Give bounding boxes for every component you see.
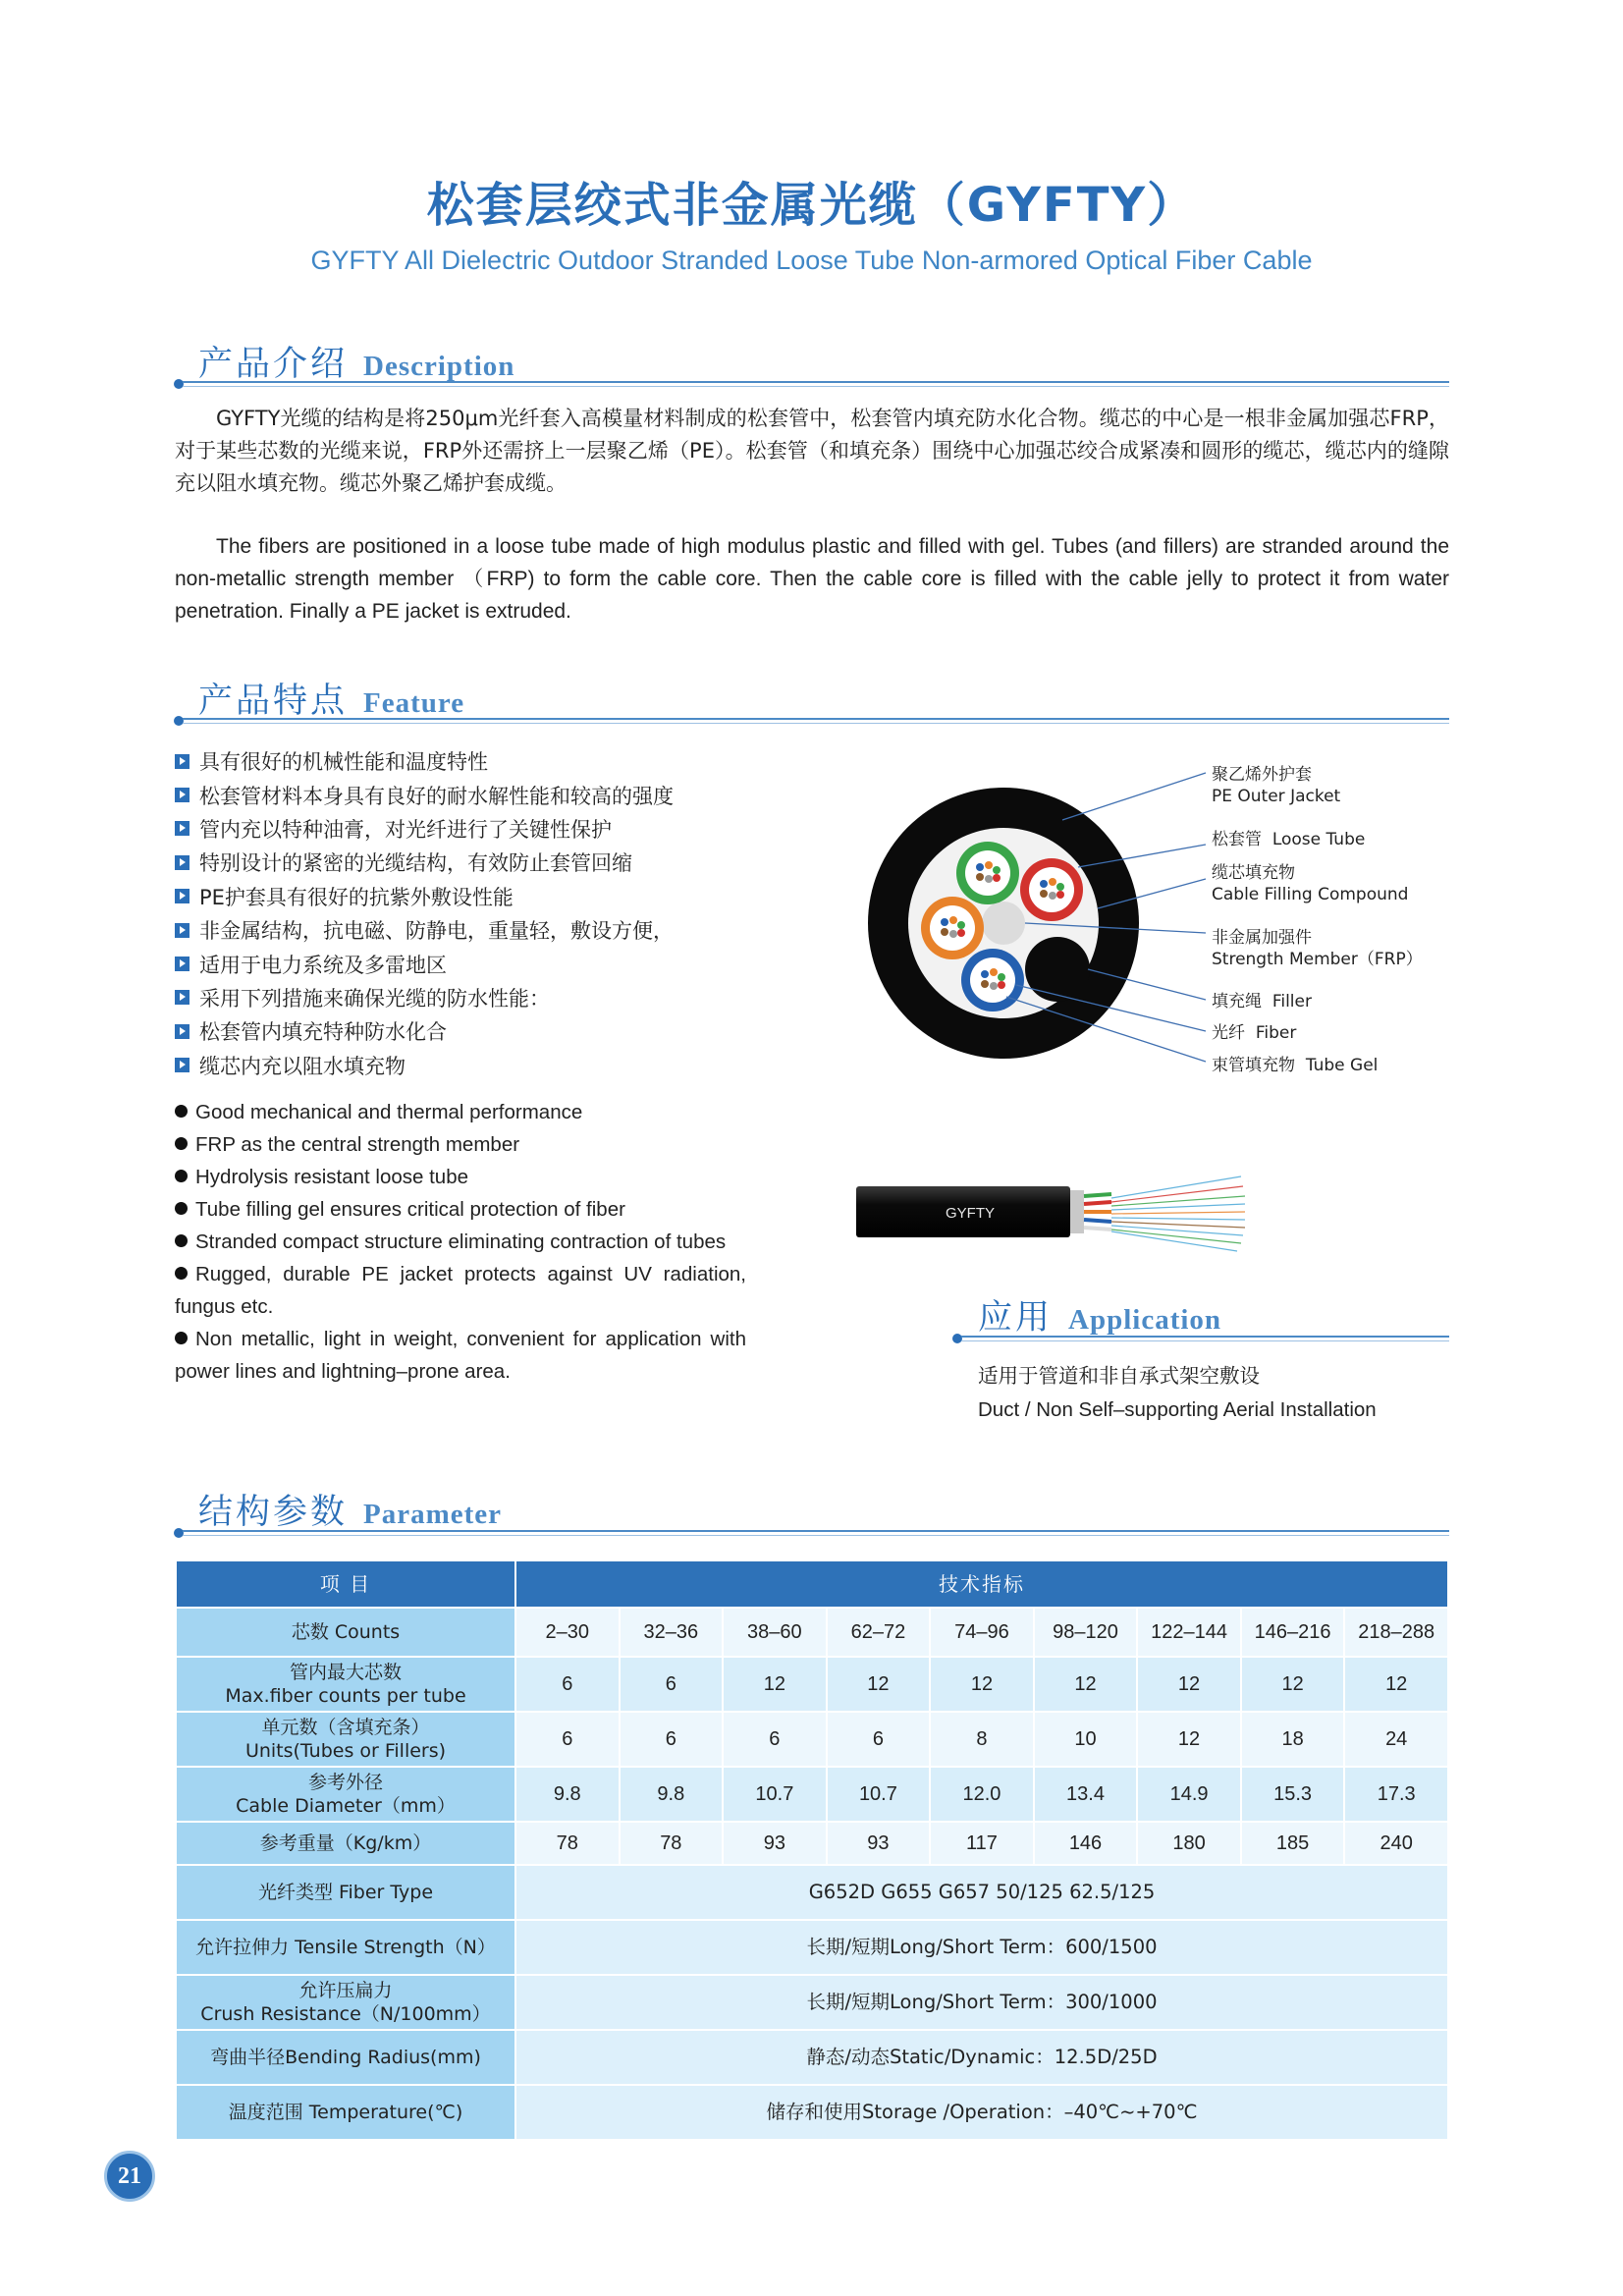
feature-heading (198, 674, 464, 723)
table-cell: 38–60 (723, 1608, 827, 1657)
header-item: 项 目 (176, 1560, 515, 1608)
feature-item: 具有很好的机械性能和温度特性 (175, 744, 674, 778)
feature-item-en: Hydrolysis resistant loose tube (175, 1161, 746, 1193)
parameter-table (175, 1559, 1449, 2141)
table-cell: 18 (1241, 1712, 1345, 1767)
table-cell: 6 (515, 1657, 620, 1712)
table-cell: 12 (1034, 1657, 1138, 1712)
parameter-heading-cn: 结构参数 (198, 1493, 349, 1532)
feature-item-en: Good mechanical and thermal performance (175, 1096, 746, 1128)
label-filling-compound: 缆芯填充物 Cable Filling Compound (1212, 863, 1409, 904)
table-row (176, 1608, 1448, 1657)
table-row (176, 2085, 1448, 2140)
filler-shape (1025, 937, 1090, 1002)
page-title: 松套层绞式非金属光缆（GYFTY） (426, 178, 1197, 233)
bullet-dot-icon (175, 1170, 188, 1182)
table-row (176, 1865, 1448, 1920)
parameter-heading-en: Parameter (363, 1499, 503, 1530)
section-divider (183, 381, 1449, 387)
arrow-bullet-icon (175, 1058, 189, 1072)
table-cell: 78 (515, 1822, 620, 1865)
feature-item-en: Stranded compact structure eliminating contraction of tubes (175, 1226, 746, 1258)
table-cell: 17.3 (1344, 1767, 1448, 1822)
application-text-en: Duct / Non Self–supporting Aerial Installation (978, 1398, 1377, 1421)
application-heading (978, 1290, 1221, 1339)
application-heading-en: Application (1068, 1304, 1222, 1336)
table-cell: 74–96 (930, 1608, 1034, 1657)
feature-item: 特别设计的紧密的光缆结构，有效防止套管回缩 (175, 846, 674, 879)
bullet-dot-icon (175, 1202, 188, 1215)
bullet-dot-icon (175, 1267, 188, 1280)
table-cell: 32–36 (620, 1608, 724, 1657)
table-cell-span: 长期/短期Long/Short Term：600/1500 (515, 1920, 1448, 1975)
description-text-en: The fibers are positioned in a loose tube made of high modulus plastic and filled with gel. Tubes (and fillers) are stranded around the non-metallic strength member （FRP) to form the cable core. Then the cable core is filled with the cable jelly to protect it from water penetration. Finally a PE jacket is extruded. (175, 535, 1449, 623)
parameter-heading (198, 1485, 502, 1534)
table-row (176, 1975, 1448, 2030)
table-cell: 12 (1137, 1657, 1241, 1712)
table-cell: 8 (930, 1712, 1034, 1767)
label-filler: 填充绳 Filler (1212, 992, 1312, 1011)
table-row (176, 1767, 1448, 1822)
table-cell: 10.7 (827, 1767, 931, 1822)
header-spec: 技术指标 (515, 1560, 1448, 1608)
row-label: 弯曲半径Bending Radius(mm) (176, 2030, 515, 2085)
arrow-bullet-icon (175, 855, 189, 870)
label-pe-jacket: 聚乙烯外护套 PE Outer Jacket (1212, 765, 1341, 806)
table-cell: 93 (827, 1822, 931, 1865)
feature-item: 适用于电力系统及多雷地区 (175, 947, 674, 980)
feature-heading-en: Feature (363, 687, 465, 719)
table-cell: 12.0 (930, 1767, 1034, 1822)
cross-section-svg (854, 751, 1443, 1090)
table-cell: 218–288 (1344, 1608, 1448, 1657)
arrow-bullet-icon (175, 821, 189, 836)
bullet-dot-icon (175, 1332, 188, 1344)
table-cell: 9.8 (515, 1767, 620, 1822)
cable-cross-section-diagram (854, 751, 1443, 1090)
row-label: 允许压扁力 Crush Resistance（N/100mm） (176, 1975, 515, 2030)
arrow-bullet-icon (175, 788, 189, 802)
description-heading (198, 337, 514, 386)
page-subtitle: GYFTY All Dielectric Outdoor Stranded Loose Tube Non-armored Optical Fiber Cable (310, 246, 1313, 275)
table-cell: 122–144 (1137, 1608, 1241, 1657)
row-label: 允许拉伸力 Tensile Strength（N） (176, 1920, 515, 1975)
table-cell: 180 (1137, 1822, 1241, 1865)
table-cell: 2–30 (515, 1608, 620, 1657)
description-heading-en: Description (363, 351, 515, 382)
table-cell-span: 长期/短期Long/Short Term：300/1000 (515, 1975, 1448, 2030)
table-cell-span: 静态/动态Static/Dynamic：12.5D/25D (515, 2030, 1448, 2085)
table-cell: 12 (930, 1657, 1034, 1712)
feature-item: 采用下列措施来确保光缆的防水性能： (175, 981, 674, 1014)
section-divider (961, 1336, 1449, 1341)
arrow-bullet-icon (175, 923, 189, 938)
table-cell: 185 (1241, 1822, 1345, 1865)
feature-item-en: Rugged, durable PE jacket protects against UV radiation, fungus etc. (175, 1263, 746, 1318)
arrow-bullet-icon (175, 957, 189, 971)
label-fiber: 光纤 Fiber (1212, 1023, 1297, 1043)
table-row (176, 1920, 1448, 1975)
section-divider (183, 1530, 1449, 1536)
table-cell: 24 (1344, 1712, 1448, 1767)
label-loose-tube: 松套管 Loose Tube (1212, 830, 1366, 849)
row-label: 芯数 Counts (176, 1608, 515, 1657)
cable-print-text: GYFTY (945, 1205, 996, 1222)
table-cell-span: G652D G655 G657 50/125 62.5/125 (515, 1865, 1448, 1920)
table-cell: 146–216 (1241, 1608, 1345, 1657)
table-cell: 12 (1137, 1712, 1241, 1767)
table-cell: 146 (1034, 1822, 1138, 1865)
table-cell: 12 (827, 1657, 931, 1712)
label-tube-gel: 束管填充物 Tube Gel (1212, 1056, 1379, 1075)
table-cell: 12 (1344, 1657, 1448, 1712)
table-cell: 15.3 (1241, 1767, 1345, 1822)
table-cell: 6 (620, 1712, 724, 1767)
table-cell: 98–120 (1034, 1608, 1138, 1657)
table-header-row (176, 1560, 1448, 1608)
feature-list-cn (175, 744, 674, 1082)
table-cell: 12 (723, 1657, 827, 1712)
application-text-cn: 适用于管道和非自承式架空敷设 (978, 1364, 1260, 1388)
label-strength-member: 非金属加强件 Strength Member（FRP） (1212, 928, 1423, 969)
feature-item: 松套管内填充特种防水化合 (175, 1014, 674, 1048)
application-heading-cn: 应用 (978, 1298, 1054, 1338)
table-cell: 117 (930, 1822, 1034, 1865)
arrow-bullet-icon (175, 889, 189, 903)
table-cell: 10 (1034, 1712, 1138, 1767)
table-cell: 6 (620, 1657, 724, 1712)
feature-item-en: Non metallic, light in weight, convenient for application with power lines and lightning–prone area. (175, 1328, 746, 1383)
page-number: 21 (104, 2151, 155, 2202)
table-cell: 6 (723, 1712, 827, 1767)
feature-list-en (175, 1096, 746, 1388)
arrow-bullet-icon (175, 754, 189, 769)
table-cell: 6 (515, 1712, 620, 1767)
cable-photo-svg (854, 1169, 1257, 1257)
table-row (176, 1712, 1448, 1767)
description-heading-cn: 产品介绍 (198, 345, 349, 384)
table-cell: 62–72 (827, 1608, 931, 1657)
feature-item: 松套管材料本身具有良好的耐水解性能和较高的强度 (175, 778, 674, 811)
table-cell: 78 (620, 1822, 724, 1865)
table-cell: 9.8 (620, 1767, 724, 1822)
table-cell: 6 (827, 1712, 931, 1767)
row-label: 单元数（含填充条） Units(Tubes or Fillers) (176, 1712, 515, 1767)
feature-item: 缆芯内充以阻水填充物 (175, 1049, 674, 1082)
table-cell: 12 (1241, 1657, 1345, 1712)
row-label: 管内最大芯数 Max.fiber counts per tube (176, 1657, 515, 1712)
arrow-bullet-icon (175, 1024, 189, 1039)
table-row (176, 1657, 1448, 1712)
table-cell: 10.7 (723, 1767, 827, 1822)
frp-shape (982, 902, 1025, 945)
cable-photo (854, 1169, 1257, 1257)
table-cell: 240 (1344, 1822, 1448, 1865)
feature-heading-cn: 产品特点 (198, 682, 349, 721)
feature-item: PE护套具有很好的抗紫外敷设性能 (175, 880, 674, 913)
row-label: 参考外径 Cable Diameter（mm） (176, 1767, 515, 1822)
row-label: 温度范围 Temperature(℃) (176, 2085, 515, 2140)
table-row (176, 2030, 1448, 2085)
table-row (176, 1822, 1448, 1865)
table-cell-span: 储存和使用Storage /Operation：–40℃~+70℃ (515, 2085, 1448, 2140)
table-cell: 93 (723, 1822, 827, 1865)
section-divider (183, 718, 1449, 724)
bullet-dot-icon (175, 1105, 188, 1118)
row-label: 光纤类型 Fiber Type (176, 1865, 515, 1920)
bullet-dot-icon (175, 1137, 188, 1150)
arrow-bullet-icon (175, 990, 189, 1005)
table-cell: 14.9 (1137, 1767, 1241, 1822)
feature-item: 管内充以特种油膏，对光纤进行了关键性保护 (175, 812, 674, 846)
feature-item-en: Tube filling gel ensures critical protection of fiber (175, 1193, 746, 1226)
feature-item-en: FRP as the central strength member (175, 1128, 746, 1161)
row-label: 参考重量（Kg/km） (176, 1822, 515, 1865)
bullet-dot-icon (175, 1234, 188, 1247)
table-cell: 13.4 (1034, 1767, 1138, 1822)
description-text-cn: GYFTY光缆的结构是将250μm光纤套入高模量材料制成的松套管中，松套管内填充防水化合物。缆芯的中心是一根非金属加强芯FRP，对于某些芯数的光缆来说，FRP外还需挤上一层聚乙烯（PE）。松套管（和填充条）围绕中心加强芯绞合成紧凑和圆形的缆芯，缆芯内的缝隙充以阻水填充物。缆芯外聚乙烯护套成缆。 (175, 407, 1449, 495)
feature-item: 非金属结构，抗电磁、防静电，重量轻，敷设方便， (175, 913, 674, 947)
